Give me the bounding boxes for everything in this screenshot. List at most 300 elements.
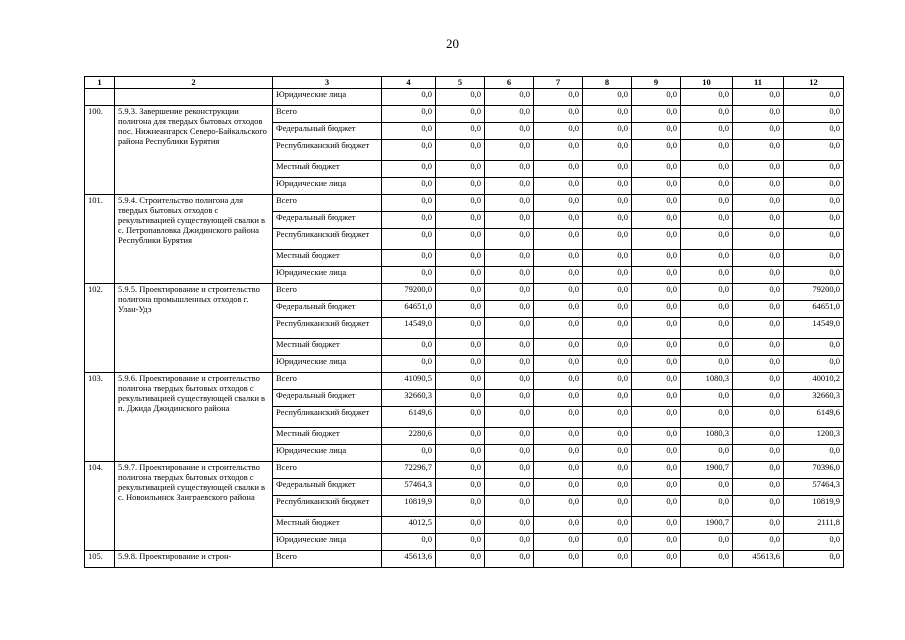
value-cell: 0,0 [784, 140, 844, 161]
value-cell: 0,0 [534, 178, 583, 195]
value-cell: 0,0 [485, 178, 534, 195]
measure-description-cell: 5.9.7. Проектирование и строительство полигона твердых бытовых отходов с рекультивацией существующей свалки в с. Новоильинск Заиграевского района [115, 462, 273, 551]
value-cell: 0,0 [632, 229, 681, 250]
funding-source-cell: Федеральный бюджет [273, 301, 382, 318]
table-row [85, 373, 844, 390]
value-cell: 10819,9 [382, 496, 436, 517]
value-cell: 0,0 [485, 428, 534, 445]
value-cell: 0,0 [681, 339, 733, 356]
funding-source-cell: Федеральный бюджет [273, 123, 382, 140]
funding-source-cell: Республиканский бюджет [273, 407, 382, 428]
value-cell: 0,0 [534, 445, 583, 462]
value-cell: 0,0 [632, 390, 681, 407]
value-cell: 0,0 [583, 318, 632, 339]
value-cell: 0,0 [534, 496, 583, 517]
value-cell: 0,0 [632, 106, 681, 123]
value-cell: 0,0 [583, 89, 632, 106]
value-cell: 1080,3 [681, 373, 733, 390]
value-cell: 0,0 [534, 407, 583, 428]
value-cell: 32660,3 [784, 390, 844, 407]
value-cell: 0,0 [534, 161, 583, 178]
value-cell: 41090,5 [382, 373, 436, 390]
value-cell: 40010,2 [784, 373, 844, 390]
value-cell: 0,0 [733, 229, 784, 250]
value-cell: 0,0 [681, 479, 733, 496]
value-cell: 0,0 [681, 301, 733, 318]
column-header: 11 [733, 77, 784, 89]
column-header: 2 [115, 77, 273, 89]
value-cell: 0,0 [681, 534, 733, 551]
value-cell: 0,0 [733, 496, 784, 517]
funding-source-cell: Местный бюджет [273, 161, 382, 178]
value-cell: 0,0 [784, 250, 844, 267]
value-cell: 0,0 [436, 161, 485, 178]
value-cell: 0,0 [485, 356, 534, 373]
value-cell: 0,0 [733, 123, 784, 140]
value-cell: 0,0 [534, 229, 583, 250]
value-cell: 0,0 [382, 195, 436, 212]
value-cell: 0,0 [534, 250, 583, 267]
value-cell: 0,0 [784, 534, 844, 551]
value-cell: 0,0 [436, 428, 485, 445]
value-cell: 0,0 [485, 407, 534, 428]
value-cell: 0,0 [583, 195, 632, 212]
value-cell: 0,0 [382, 339, 436, 356]
value-cell: 0,0 [436, 390, 485, 407]
value-cell: 0,0 [382, 356, 436, 373]
value-cell: 0,0 [485, 462, 534, 479]
value-cell: 0,0 [681, 195, 733, 212]
value-cell: 0,0 [784, 339, 844, 356]
measure-description-cell: 5.9.5. Проектирование и строительство полигона промышленных отходов г. Улан-Удэ [115, 284, 273, 373]
value-cell: 0,0 [733, 445, 784, 462]
value-cell: 0,0 [681, 250, 733, 267]
table-row [85, 89, 844, 106]
row-number-cell: 105. [85, 551, 115, 568]
funding-source-cell: Республиканский бюджет [273, 496, 382, 517]
measure-description-cell: 5.9.3. Завершение реконструкции полигона для твердых бытовых отходов пос. Нижнеангарск Северо-Байкальского района Республики Бурятия [115, 106, 273, 195]
value-cell: 0,0 [681, 496, 733, 517]
value-cell: 0,0 [382, 178, 436, 195]
row-number-cell: 102. [85, 284, 115, 373]
value-cell: 14549,0 [784, 318, 844, 339]
value-cell: 0,0 [583, 534, 632, 551]
value-cell: 0,0 [485, 339, 534, 356]
value-cell: 0,0 [733, 284, 784, 301]
row-number-cell: 104. [85, 462, 115, 551]
value-cell: 6149,6 [382, 407, 436, 428]
value-cell: 0,0 [534, 267, 583, 284]
value-cell: 0,0 [583, 123, 632, 140]
table-row [85, 551, 844, 568]
value-cell: 0,0 [485, 534, 534, 551]
value-cell: 0,0 [681, 106, 733, 123]
value-cell: 0,0 [534, 284, 583, 301]
value-cell: 0,0 [733, 534, 784, 551]
value-cell: 0,0 [583, 140, 632, 161]
funding-source-cell: Всего [273, 551, 382, 568]
table-row [85, 106, 844, 123]
value-cell: 0,0 [436, 212, 485, 229]
value-cell: 0,0 [784, 551, 844, 568]
value-cell: 0,0 [681, 89, 733, 106]
value-cell: 57464,3 [784, 479, 844, 496]
value-cell: 0,0 [534, 212, 583, 229]
value-cell: 0,0 [382, 123, 436, 140]
value-cell: 0,0 [534, 89, 583, 106]
value-cell: 0,0 [784, 161, 844, 178]
value-cell: 0,0 [485, 373, 534, 390]
value-cell: 0,0 [485, 123, 534, 140]
value-cell: 14549,0 [382, 318, 436, 339]
id-cell [85, 89, 115, 106]
value-cell: 0,0 [583, 284, 632, 301]
value-cell: 0,0 [485, 517, 534, 534]
value-cell: 0,0 [534, 123, 583, 140]
value-cell: 0,0 [436, 195, 485, 212]
value-cell: 0,0 [534, 534, 583, 551]
value-cell: 0,0 [534, 551, 583, 568]
value-cell: 0,0 [681, 445, 733, 462]
value-cell: 0,0 [485, 318, 534, 339]
value-cell: 0,0 [681, 267, 733, 284]
value-cell: 0,0 [681, 161, 733, 178]
value-cell: 0,0 [583, 301, 632, 318]
value-cell: 0,0 [436, 407, 485, 428]
funding-source-cell: Всего [273, 284, 382, 301]
value-cell: 0,0 [485, 267, 534, 284]
value-cell: 0,0 [485, 250, 534, 267]
funding-source-cell: Республиканский бюджет [273, 229, 382, 250]
column-header: 4 [382, 77, 436, 89]
value-cell: 0,0 [632, 301, 681, 318]
value-cell: 0,0 [534, 356, 583, 373]
value-cell: 0,0 [485, 301, 534, 318]
value-cell: 0,0 [382, 250, 436, 267]
value-cell: 0,0 [436, 339, 485, 356]
value-cell: 0,0 [485, 140, 534, 161]
value-cell: 1200,3 [784, 428, 844, 445]
description-cell [115, 89, 273, 106]
value-cell: 0,0 [583, 390, 632, 407]
value-cell: 10819,9 [784, 496, 844, 517]
value-cell: 0,0 [534, 428, 583, 445]
value-cell: 0,0 [681, 551, 733, 568]
value-cell: 0,0 [436, 445, 485, 462]
value-cell: 0,0 [583, 462, 632, 479]
value-cell: 0,0 [733, 89, 784, 106]
funding-source-cell: Местный бюджет [273, 517, 382, 534]
funding-source-cell: Федеральный бюджет [273, 390, 382, 407]
value-cell: 0,0 [436, 534, 485, 551]
value-cell: 0,0 [382, 534, 436, 551]
value-cell: 0,0 [436, 517, 485, 534]
funding-source-cell: Всего [273, 462, 382, 479]
value-cell: 0,0 [534, 106, 583, 123]
row-number-cell: 101. [85, 195, 115, 284]
value-cell: 0,0 [632, 373, 681, 390]
column-header: 7 [534, 77, 583, 89]
value-cell: 0,0 [485, 106, 534, 123]
value-cell: 64651,0 [784, 301, 844, 318]
value-cell: 0,0 [632, 517, 681, 534]
value-cell: 0,0 [681, 178, 733, 195]
funding-source-cell: Юридические лица [273, 445, 382, 462]
value-cell: 0,0 [632, 534, 681, 551]
value-cell: 2280,6 [382, 428, 436, 445]
value-cell: 0,0 [632, 356, 681, 373]
value-cell: 0,0 [436, 551, 485, 568]
column-header: 10 [681, 77, 733, 89]
value-cell: 0,0 [583, 428, 632, 445]
value-cell: 0,0 [784, 267, 844, 284]
value-cell: 6149,6 [784, 407, 844, 428]
column-header: 6 [485, 77, 534, 89]
value-cell: 0,0 [681, 212, 733, 229]
funding-source-cell: Местный бюджет [273, 428, 382, 445]
value-cell: 0,0 [436, 89, 485, 106]
funding-source-cell: Юридические лица [273, 534, 382, 551]
value-cell: 0,0 [382, 89, 436, 106]
value-cell: 0,0 [436, 301, 485, 318]
value-cell: 0,0 [733, 390, 784, 407]
value-cell: 32660,3 [382, 390, 436, 407]
value-cell: 1900,7 [681, 517, 733, 534]
value-cell: 0,0 [632, 267, 681, 284]
value-cell: 0,0 [534, 339, 583, 356]
value-cell: 0,0 [583, 517, 632, 534]
value-cell: 0,0 [784, 445, 844, 462]
value-cell: 0,0 [733, 106, 784, 123]
value-cell: 0,0 [632, 161, 681, 178]
value-cell: 0,0 [583, 339, 632, 356]
value-cell: 45613,6 [382, 551, 436, 568]
value-cell: 0,0 [485, 496, 534, 517]
value-cell: 0,0 [784, 212, 844, 229]
value-cell: 0,0 [681, 284, 733, 301]
value-cell: 0,0 [632, 178, 681, 195]
value-cell: 0,0 [733, 373, 784, 390]
value-cell: 0,0 [534, 517, 583, 534]
table-row [85, 195, 844, 212]
value-cell: 0,0 [583, 250, 632, 267]
funding-source-cell: Местный бюджет [273, 339, 382, 356]
value-cell: 0,0 [733, 250, 784, 267]
value-cell: 0,0 [534, 390, 583, 407]
value-cell: 0,0 [436, 318, 485, 339]
value-cell: 0,0 [733, 339, 784, 356]
value-cell: 0,0 [583, 356, 632, 373]
value-cell: 0,0 [436, 284, 485, 301]
value-cell: 0,0 [733, 178, 784, 195]
page-number: 20 [446, 36, 459, 51]
value-cell: 0,0 [534, 462, 583, 479]
budget-table [84, 76, 844, 568]
value-cell: 0,0 [583, 373, 632, 390]
value-cell: 0,0 [485, 284, 534, 301]
column-header: 3 [273, 77, 382, 89]
value-cell: 0,0 [485, 551, 534, 568]
value-cell: 0,0 [485, 445, 534, 462]
value-cell: 0,0 [583, 551, 632, 568]
value-cell: 0,0 [436, 479, 485, 496]
funding-source-cell: Федеральный бюджет [273, 479, 382, 496]
value-cell: 0,0 [485, 89, 534, 106]
value-cell: 0,0 [436, 267, 485, 284]
value-cell: 0,0 [632, 428, 681, 445]
value-cell: 0,0 [632, 140, 681, 161]
value-cell: 0,0 [632, 195, 681, 212]
value-cell: 0,0 [534, 301, 583, 318]
column-header: 9 [632, 77, 681, 89]
value-cell: 0,0 [632, 123, 681, 140]
value-cell: 0,0 [485, 229, 534, 250]
value-cell: 0,0 [382, 267, 436, 284]
value-cell: 0,0 [583, 496, 632, 517]
value-cell: 0,0 [583, 106, 632, 123]
value-cell: 0,0 [632, 212, 681, 229]
value-cell: 0,0 [534, 318, 583, 339]
value-cell: 0,0 [632, 339, 681, 356]
value-cell: 0,0 [534, 140, 583, 161]
value-cell: 0,0 [583, 212, 632, 229]
measure-description-cell: 5.9.8. Проектирование и строн- [115, 551, 273, 568]
value-cell: 0,0 [733, 479, 784, 496]
value-cell: 0,0 [733, 212, 784, 229]
value-cell: 0,0 [632, 462, 681, 479]
value-cell: 0,0 [632, 479, 681, 496]
value-cell: 0,0 [436, 106, 485, 123]
value-cell: 0,0 [632, 284, 681, 301]
value-cell: 0,0 [534, 479, 583, 496]
funding-source-cell: Юридические лица [273, 89, 382, 106]
value-cell: 0,0 [784, 356, 844, 373]
value-cell: 0,0 [681, 229, 733, 250]
value-cell: 0,0 [382, 212, 436, 229]
measure-description-cell: 5.9.4. Строительство полигона для твердых бытовых отходов с рекультивацией существующей свалки в с. Петропавловка Джидинского района Республики Бурятия [115, 195, 273, 284]
value-cell: 0,0 [436, 496, 485, 517]
funding-source-cell: Федеральный бюджет [273, 212, 382, 229]
value-cell: 0,0 [382, 229, 436, 250]
value-cell: 0,0 [681, 356, 733, 373]
value-cell: 70396,0 [784, 462, 844, 479]
column-header: 5 [436, 77, 485, 89]
value-cell: 79200,0 [382, 284, 436, 301]
value-cell: 0,0 [733, 140, 784, 161]
value-cell: 0,0 [436, 229, 485, 250]
header-row [85, 77, 844, 89]
value-cell: 4012,5 [382, 517, 436, 534]
value-cell: 72296,7 [382, 462, 436, 479]
value-cell: 0,0 [583, 267, 632, 284]
value-cell: 0,0 [485, 212, 534, 229]
funding-source-cell: Республиканский бюджет [273, 318, 382, 339]
value-cell: 0,0 [784, 229, 844, 250]
table-row [85, 462, 844, 479]
funding-source-cell: Юридические лица [273, 356, 382, 373]
measure-description-cell: 5.9.6. Проектирование и строительство полигона твердых бытовых отходов с рекультивацией существующей свалки в п. Джида Джидинского района [115, 373, 273, 462]
value-cell: 0,0 [436, 123, 485, 140]
value-cell: 0,0 [733, 301, 784, 318]
value-cell: 0,0 [733, 356, 784, 373]
value-cell: 0,0 [733, 428, 784, 445]
funding-source-cell: Юридические лица [273, 178, 382, 195]
funding-source-cell: Всего [273, 106, 382, 123]
value-cell: 0,0 [436, 462, 485, 479]
value-cell: 0,0 [382, 106, 436, 123]
value-cell: 2111,8 [784, 517, 844, 534]
value-cell: 0,0 [784, 106, 844, 123]
value-cell: 0,0 [681, 390, 733, 407]
value-cell: 0,0 [681, 407, 733, 428]
value-cell: 0,0 [436, 178, 485, 195]
value-cell: 0,0 [485, 479, 534, 496]
value-cell: 0,0 [681, 318, 733, 339]
value-cell: 0,0 [583, 445, 632, 462]
value-cell: 0,0 [632, 250, 681, 267]
value-cell: 0,0 [733, 318, 784, 339]
funding-source-cell: Всего [273, 373, 382, 390]
value-cell: 0,0 [583, 178, 632, 195]
value-cell: 0,0 [436, 140, 485, 161]
value-cell: 0,0 [733, 407, 784, 428]
value-cell: 45613,6 [733, 551, 784, 568]
value-cell: 57464,3 [382, 479, 436, 496]
value-cell: 0,0 [436, 373, 485, 390]
value-cell: 0,0 [784, 123, 844, 140]
value-cell: 0,0 [632, 407, 681, 428]
table-row [85, 284, 844, 301]
value-cell: 0,0 [632, 445, 681, 462]
value-cell: 0,0 [583, 161, 632, 178]
value-cell: 0,0 [632, 551, 681, 568]
value-cell: 0,0 [784, 178, 844, 195]
column-header: 12 [784, 77, 844, 89]
value-cell: 0,0 [534, 373, 583, 390]
value-cell: 0,0 [733, 195, 784, 212]
funding-source-cell: Юридические лица [273, 267, 382, 284]
funding-source-cell: Всего [273, 195, 382, 212]
funding-source-cell: Местный бюджет [273, 250, 382, 267]
value-cell: 1080,3 [681, 428, 733, 445]
value-cell: 0,0 [733, 517, 784, 534]
value-cell: 0,0 [436, 356, 485, 373]
value-cell: 0,0 [583, 479, 632, 496]
value-cell: 0,0 [485, 161, 534, 178]
column-header: 1 [85, 77, 115, 89]
value-cell: 0,0 [583, 407, 632, 428]
value-cell: 0,0 [436, 250, 485, 267]
value-cell: 0,0 [632, 496, 681, 517]
funding-source-cell: Республиканский бюджет [273, 140, 382, 161]
value-cell: 0,0 [485, 390, 534, 407]
value-cell: 0,0 [632, 318, 681, 339]
value-cell: 0,0 [784, 89, 844, 106]
value-cell: 0,0 [382, 140, 436, 161]
value-cell: 0,0 [485, 195, 534, 212]
value-cell: 0,0 [681, 140, 733, 161]
value-cell: 0,0 [382, 445, 436, 462]
row-number-cell: 103. [85, 373, 115, 462]
value-cell: 0,0 [681, 123, 733, 140]
column-header: 8 [583, 77, 632, 89]
value-cell: 0,0 [583, 229, 632, 250]
row-number-cell: 100. [85, 106, 115, 195]
value-cell: 79200,0 [784, 284, 844, 301]
value-cell: 0,0 [784, 195, 844, 212]
value-cell: 1900,7 [681, 462, 733, 479]
value-cell: 0,0 [632, 89, 681, 106]
